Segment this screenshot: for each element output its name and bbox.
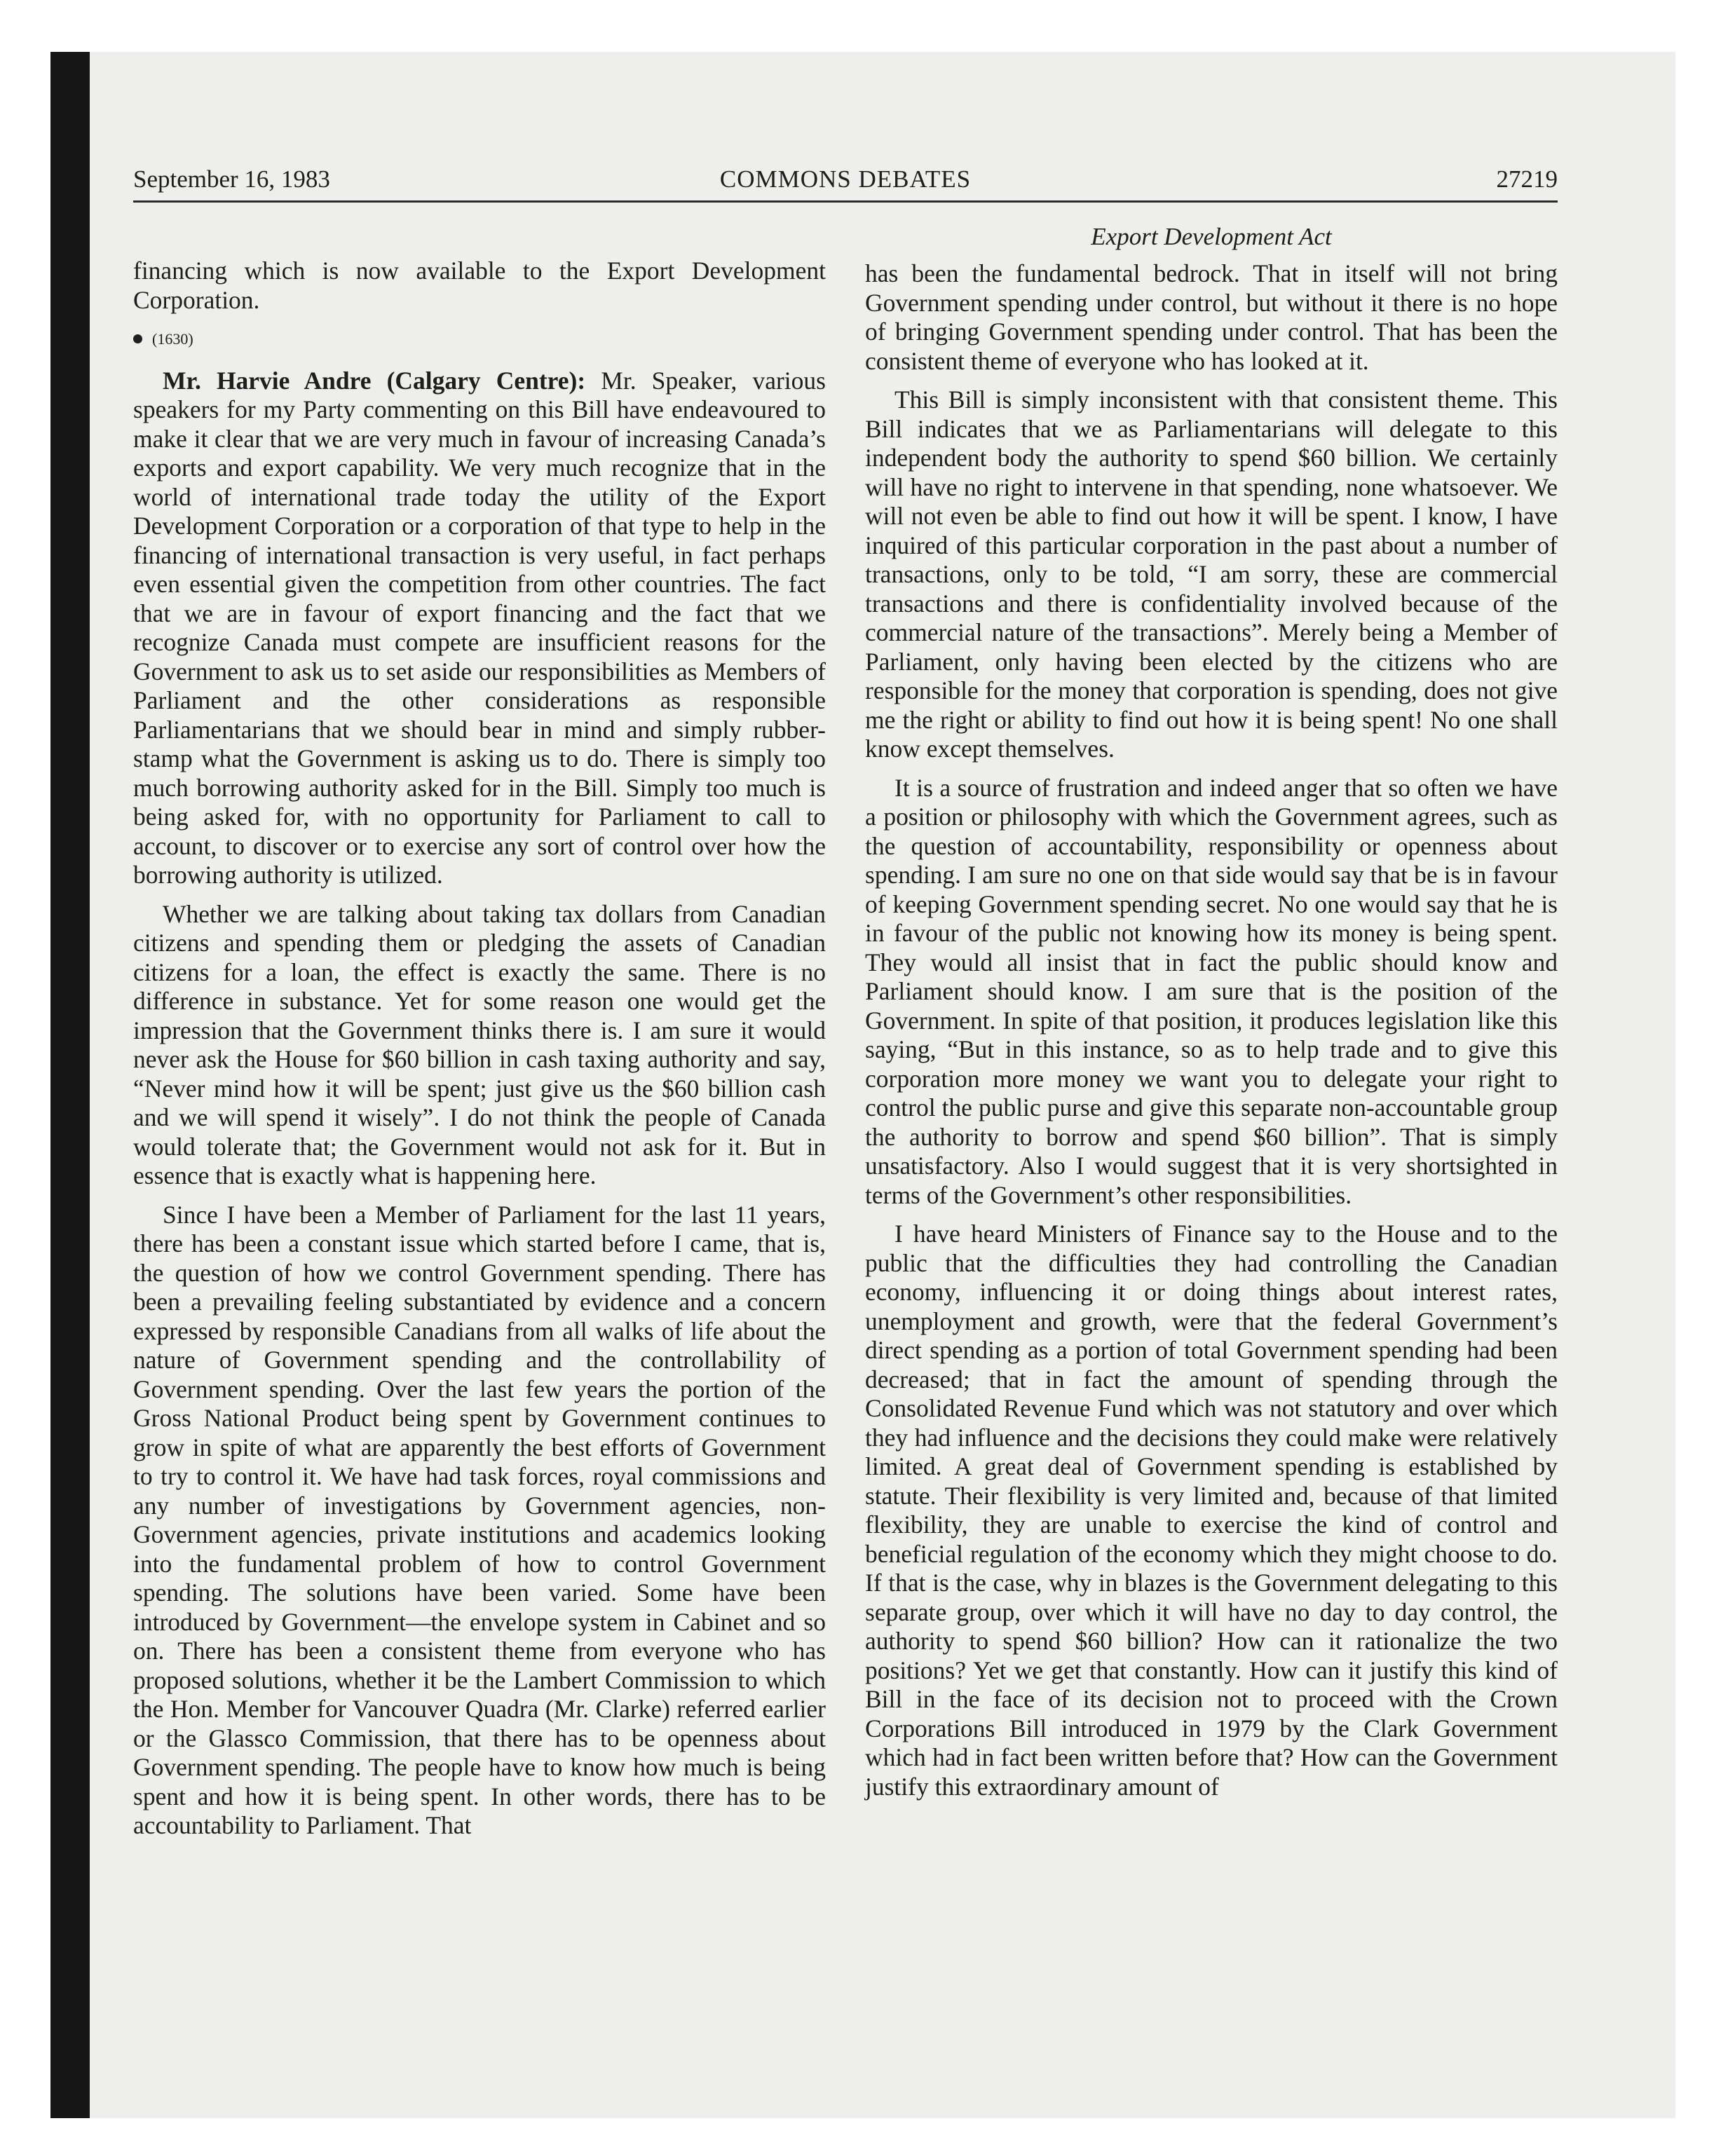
section-title: Export Development Act [1091,223,1332,250]
speech-paragraph [133,367,826,890]
header-rule [133,200,1558,203]
scan-edge-bar [50,52,90,2118]
paragraph: financing which is now available to the Export Development Corporation. [133,257,826,314]
time-marker [133,325,826,354]
page-number: 27219 [1496,165,1558,193]
paragraph: It is a source of frustration and indeed anger that so often we have a position or philosophy with which the Government agrees, such as the question of accountability, responsibility or openness about spending. I am sure no one on that side would say that be is in favour of keeping Government spending secret. No one would say that he is in favour of the public not knowing how its money is being spent. They would all insist that in fact the public should know and Parliament should know. I am sure that is the position of the Government. In spite of that position, it produces legislation like this saying, “But in this instance, so as to help trade and to give this corporation more money we want you to delegate your right to control the public purse and give this separate non-accountable group the authority to borrow and spend $60 billion”. That is simply unsatisfactory. Also I would suggest that it is very shortsighted in terms of the Government’s other responsibilities. [865,773,1558,1209]
paragraph: Since I have been a Member of Parliament for the last 11 years, there has been a constant issue which started before I came, that is, the question of how we control Government spending. There has been a prevailing feeling substantiated by evidence and a concern expressed by responsible Canadians from all walks of life about the nature of Government spending and the controllability of Government spending. Over the last few years the portion of the Gross National Product being spent by Government continues to grow in spite of what are apparently the best efforts of Government to try to control it. We have had task forces, royal commissions and any number of investigations by Government agencies, non-Government agencies, private institutions and academics looking into the fundamental problem of how to control Government spending. The solutions have been varied. Some have been introduced by Government—the envelope system in Cabinet and so on. There has been a consistent theme from everyone who has proposed solutions, whether it be the Lambert Commission to which the Hon. Member for Vancouver Quadra (Mr. Clarke) referred earlier or the Glassco Commission, that there has to be openness about Government spending. The people have to know how much is being spent and how it is being spent. In other words, there has to be accountability to Parliament. That [133,1200,826,1839]
page-header [133,165,1558,200]
right-column [865,259,1558,1811]
bullet-icon [133,334,142,343]
paragraph: This Bill is simply inconsistent with that consistent theme. This Bill indicates that we as Parliamentarians will delegate to this independent body the authority to spend $60 billion. We certainly will have no right to intervene in that spending, none whatsoever. We will not even be able to find out how it will be spent. I know, I have inquired of this particular corporation in the past about a number of transactions, only to be told, “I am sorry, these are commercial transactions and there is confidentiality involved because of the commercial nature of the transactions”. Merely being a Member of Parliament, only having been elected by the citizens who are responsible for the money that corporation is spending, does not give me the right or ability to find out how it is being spent! No one shall know except themselves. [865,386,1558,763]
header-date: September 16, 1983 [133,165,330,193]
speaker-name: Mr. Harvie Andre (Calgary Centre): [163,366,586,395]
paragraph: has been the fundamental bedrock. That in itself will not bring Government spending under control, but without it there is no hope of bringing Government spending under control. That has been the consistent theme of everyone who has looked at it. [865,259,1558,375]
left-column [133,257,826,1850]
paragraph: Whether we are talking about taking tax dollars from Canadian citizens and spending them or pledging the assets of Canadian citizens for a loan, the effect is exactly the same. There is no difference in substance. Yet for some reason one would get the impression that the Government thinks there is. I am sure it would never ask the House for $60 billion in cash taxing authority and say, “Never mind how it will be spent; just give us the $60 billion cash and we will spend it wisely”. I do not think the people of Canada would tolerate that; the Government would not ask for it. But in essence that is exactly what is happening here. [133,899,826,1189]
speech-text: Mr. Speaker, various speakers for my Party commenting on this Bill have endeavoured to make it clear that we are very much in favour of increasing Canada’s exports and export capability. We very much recognize that in the world of international trade today the utility of the Export Development Corporation or a corporation of that type to help in the financing of international transaction is very useful, in fact perhaps even essential given the competition from other countries. The fact that we are in favour of export financing and the fact that we recognize Canada must compete are insufficient reasons for the Government to ask us to set aside our responsibilities as Members of Parliament and the other considerations as responsible Parliamentarians that we should bear in mind and simply rubber-stamp what the Government is asking us to do. There is simply too much borrowing authority asked for in the Bill. Simply too much is being asked for, with no opportunity for Parliament to call to account, to discover or to exercise any sort of control over how the borrowing authority is utilized. [133,366,826,889]
paragraph: I have heard Ministers of Finance say to the House and to the public that the difficulties they had controlling the Canadian economy, influencing it or doing things about interest rates, unemployment and growth, were that the federal Government’s direct spending as a portion of total Government spending had been decreased; that in fact the amount of spending through the Consolidated Revenue Fund which was not statutory and over which they had influence and the decisions they could make were relatively limited. A great deal of Government spending is established by statute. Their flexibility is very limited and, because of that limited flexibility, they are unable to exercise the kind of control and beneficial regulation of the economy which they might choose to do. If that is the case, why in blazes is the Government delegating to this separate group, over which it will have no day to day control, the authority to spend $60 billion? How can it rationalize the two positions? Yet we get that constantly. How can it justify this kind of Bill in the face of its decision not to proceed with the Crown Corporations Bill introduced in 1979 by the Clark Government which had in fact been written before that? How can the Government justify this extraordinary amount of [865,1220,1558,1801]
header-title: COMMONS DEBATES [719,165,972,193]
time-marker-text: (1630) [152,330,193,348]
